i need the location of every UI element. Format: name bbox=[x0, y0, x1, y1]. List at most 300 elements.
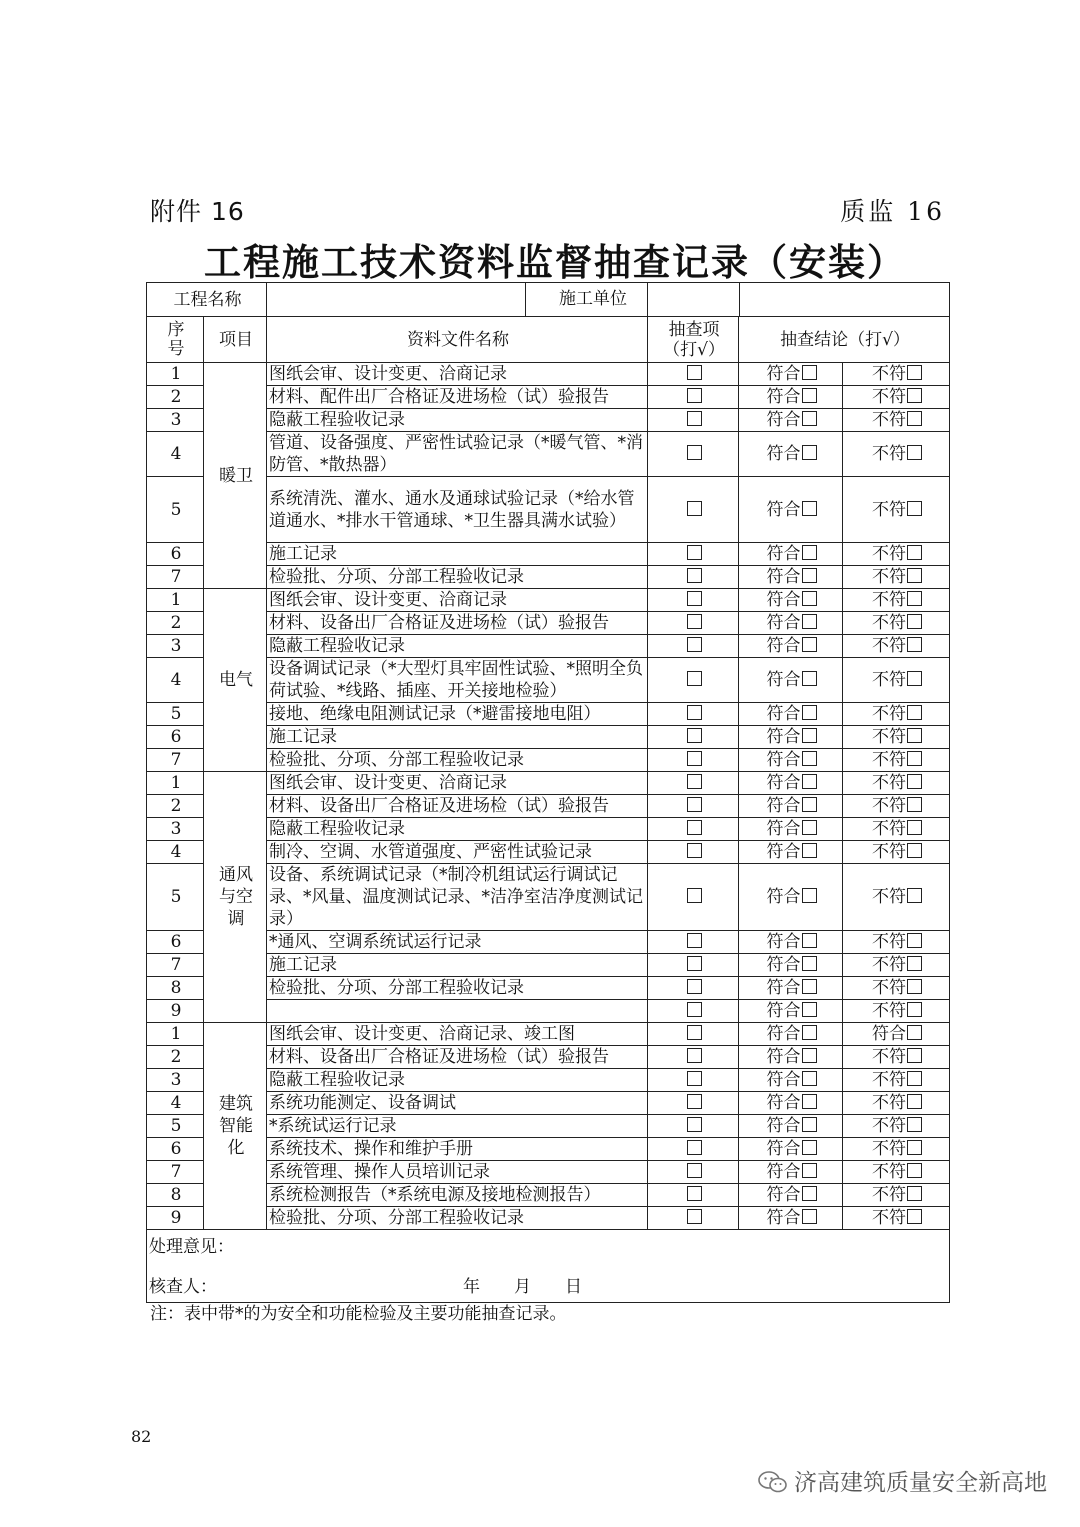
check-item-checkbox[interactable] bbox=[687, 545, 702, 560]
fail-checkbox[interactable] bbox=[907, 1117, 922, 1132]
watermark bbox=[758, 1464, 1047, 1497]
check-item-cell bbox=[648, 864, 739, 931]
check-item-checkbox[interactable] bbox=[687, 956, 702, 971]
fail-checkbox[interactable] bbox=[907, 933, 922, 948]
pass-label: 符合 bbox=[766, 364, 801, 384]
check-item-cell bbox=[648, 1000, 739, 1023]
doc-name: 系统管理、操作人员培训记录 bbox=[267, 1161, 648, 1184]
pass-cell bbox=[739, 543, 843, 566]
row-seq: 6 bbox=[147, 1138, 204, 1161]
table-row bbox=[147, 1069, 950, 1092]
fail-cell bbox=[843, 477, 950, 543]
page-title: 工程施工技术资料监督抽查记录（安装） bbox=[204, 241, 906, 284]
fail-cell bbox=[843, 1092, 950, 1115]
fail-checkbox[interactable] bbox=[907, 1094, 922, 1109]
check-item-cell bbox=[648, 749, 739, 772]
sign-row bbox=[149, 1275, 949, 1299]
fail-cell bbox=[843, 612, 950, 635]
pass-cell bbox=[739, 703, 843, 726]
check-item-cell bbox=[648, 409, 739, 432]
pass-cell bbox=[739, 977, 843, 1000]
fail-cell bbox=[843, 841, 950, 864]
watermark-text: 济高建筑质量安全新高地 bbox=[794, 1470, 1047, 1496]
check-item-checkbox[interactable] bbox=[687, 979, 702, 994]
check-item-checkbox[interactable] bbox=[687, 637, 702, 652]
pass-checkbox[interactable] bbox=[802, 545, 817, 560]
group-label bbox=[204, 772, 267, 1023]
fail-cell bbox=[843, 386, 950, 409]
fail-checkbox[interactable] bbox=[907, 820, 922, 835]
fail-label: 不符 bbox=[872, 978, 906, 998]
fail-label: 不符 bbox=[872, 499, 906, 520]
doc-name: 施工记录 bbox=[267, 543, 648, 566]
table-row bbox=[147, 612, 950, 635]
check-item-cell bbox=[648, 477, 739, 543]
fail-label: 不符 bbox=[872, 1139, 906, 1159]
date-label: 年 月 日 bbox=[463, 1277, 582, 1297]
pass-checkbox[interactable] bbox=[802, 820, 817, 835]
pass-checkbox[interactable] bbox=[802, 843, 817, 858]
table-row bbox=[147, 432, 950, 477]
col-seq bbox=[147, 317, 204, 363]
check-item-checkbox[interactable] bbox=[687, 1186, 702, 1201]
fail-label: 不符 bbox=[872, 1208, 906, 1228]
group-label bbox=[204, 589, 267, 772]
pass-cell bbox=[739, 1184, 843, 1207]
fail-label: 不符 bbox=[872, 444, 906, 464]
inspection-table bbox=[146, 282, 950, 1303]
pass-cell bbox=[739, 749, 843, 772]
fail-cell bbox=[843, 703, 950, 726]
doc-name: 施工记录 bbox=[267, 954, 648, 977]
pass-label: 符合 bbox=[766, 727, 801, 747]
fail-label: 不符 bbox=[872, 1116, 906, 1136]
check-item-checkbox[interactable] bbox=[687, 591, 702, 606]
row-seq: 7 bbox=[147, 954, 204, 977]
fail-label: 不符 bbox=[872, 932, 906, 952]
checker-label: 核查人： bbox=[149, 1277, 217, 1297]
pass-cell bbox=[739, 477, 843, 543]
pass-checkbox[interactable] bbox=[802, 411, 817, 426]
col-seq-label: 序号 bbox=[167, 319, 185, 359]
doc-name: 系统清洗、灌水、通水及通球试验记录（*给水管道通水、*排水干管通球、*卫生器具满水试验） bbox=[267, 477, 648, 543]
row-seq: 4 bbox=[147, 841, 204, 864]
pass-label: 符合 bbox=[766, 1047, 801, 1067]
check-item-cell bbox=[648, 772, 739, 795]
pass-cell bbox=[739, 1069, 843, 1092]
fail-checkbox[interactable] bbox=[907, 1209, 922, 1224]
wechat-icon bbox=[758, 1471, 788, 1493]
pass-label: 符合 bbox=[766, 1024, 801, 1044]
doc-name: 材料、配件出厂合格证及进场检（试）验报告 bbox=[267, 386, 648, 409]
check-item-cell bbox=[648, 931, 739, 954]
pass-label: 符合 bbox=[766, 955, 801, 975]
check-item-cell bbox=[648, 566, 739, 589]
doc-name: 隐蔽工程验收记录 bbox=[267, 1069, 648, 1092]
table-row bbox=[147, 386, 950, 409]
table-row bbox=[147, 749, 950, 772]
pass-label: 符合 bbox=[766, 1093, 801, 1113]
check-item-checkbox[interactable] bbox=[687, 1094, 702, 1109]
fail-checkbox[interactable] bbox=[907, 501, 922, 516]
col-conclusion: 抽查结论（打√） bbox=[739, 317, 950, 363]
fail-cell bbox=[843, 543, 950, 566]
fail-checkbox[interactable] bbox=[907, 956, 922, 971]
pass-label: 符合 bbox=[766, 978, 801, 998]
doc-name: 施工记录 bbox=[267, 726, 648, 749]
fail-cell bbox=[843, 566, 950, 589]
fail-checkbox[interactable] bbox=[907, 411, 922, 426]
fail-cell bbox=[843, 1115, 950, 1138]
table-row bbox=[147, 1046, 950, 1069]
check-item-checkbox[interactable] bbox=[687, 933, 702, 948]
table-row bbox=[147, 1161, 950, 1184]
col-doc-name: 资料文件名称 bbox=[267, 317, 648, 363]
check-item-checkbox[interactable] bbox=[687, 820, 702, 835]
table-row bbox=[147, 635, 950, 658]
fail-checkbox[interactable] bbox=[907, 797, 922, 812]
pass-checkbox[interactable] bbox=[802, 1209, 817, 1224]
opinion-cell[interactable] bbox=[147, 1230, 950, 1303]
pass-label: 符合 bbox=[766, 1185, 801, 1205]
fail-checkbox[interactable] bbox=[907, 568, 922, 583]
table-row bbox=[147, 1023, 950, 1046]
table-row bbox=[147, 864, 950, 931]
row-seq: 1 bbox=[147, 772, 204, 795]
pass-cell bbox=[739, 772, 843, 795]
row-seq: 8 bbox=[147, 977, 204, 1000]
fail-cell bbox=[843, 772, 950, 795]
fail-label: 不符 bbox=[872, 1001, 906, 1021]
pass-checkbox[interactable] bbox=[802, 933, 817, 948]
table-row bbox=[147, 1115, 950, 1138]
fail-checkbox[interactable] bbox=[907, 545, 922, 560]
fail-checkbox[interactable] bbox=[907, 637, 922, 652]
table-row bbox=[147, 566, 950, 589]
fail-cell bbox=[843, 726, 950, 749]
project-name-cell[interactable] bbox=[267, 283, 648, 317]
check-item-checkbox[interactable] bbox=[687, 445, 702, 460]
table-row bbox=[147, 477, 950, 543]
check-item-checkbox[interactable] bbox=[687, 888, 702, 903]
fail-label: 不符 bbox=[872, 1047, 906, 1067]
check-item-cell bbox=[648, 432, 739, 477]
fail-cell bbox=[843, 1069, 950, 1092]
pass-label: 符合 bbox=[766, 590, 801, 610]
fail-cell bbox=[843, 1161, 950, 1184]
check-item-cell bbox=[648, 977, 739, 1000]
fail-checkbox[interactable] bbox=[907, 445, 922, 460]
table-row bbox=[147, 818, 950, 841]
fail-checkbox[interactable] bbox=[907, 979, 922, 994]
pass-checkbox[interactable] bbox=[802, 888, 817, 903]
group-label-text: 电气 bbox=[219, 670, 253, 690]
project-name-value[interactable] bbox=[267, 283, 526, 316]
check-item-checkbox[interactable] bbox=[687, 1025, 702, 1040]
fail-checkbox[interactable] bbox=[907, 1048, 922, 1063]
fail-label: 不符 bbox=[872, 819, 906, 839]
row-seq: 7 bbox=[147, 566, 204, 589]
row-seq: 5 bbox=[147, 1115, 204, 1138]
row-seq: 2 bbox=[147, 795, 204, 818]
pass-cell bbox=[739, 818, 843, 841]
pass-checkbox[interactable] bbox=[802, 445, 817, 460]
check-item-cell bbox=[648, 1207, 739, 1230]
check-item-checkbox[interactable] bbox=[687, 365, 702, 380]
doc-name: 隐蔽工程验收记录 bbox=[267, 818, 648, 841]
form-code: 质监 16 bbox=[840, 197, 945, 226]
check-item-cell bbox=[648, 635, 739, 658]
fail-label: 不符 bbox=[872, 1185, 906, 1205]
doc-name: 图纸会审、设计变更、洽商记录、竣工图 bbox=[267, 1023, 648, 1046]
check-item-cell bbox=[648, 1069, 739, 1092]
pass-checkbox[interactable] bbox=[802, 1002, 817, 1017]
table-row bbox=[147, 543, 950, 566]
check-item-checkbox[interactable] bbox=[687, 614, 702, 629]
row-seq: 9 bbox=[147, 1000, 204, 1023]
fail-label: 不符 bbox=[872, 842, 906, 862]
pass-checkbox[interactable] bbox=[802, 797, 817, 812]
pass-checkbox[interactable] bbox=[802, 979, 817, 994]
pass-checkbox[interactable] bbox=[802, 774, 817, 789]
pass-cell bbox=[739, 363, 843, 386]
check-item-checkbox[interactable] bbox=[687, 388, 702, 403]
pass-cell bbox=[739, 386, 843, 409]
check-item-cell bbox=[648, 658, 739, 703]
pass-checkbox[interactable] bbox=[802, 1117, 817, 1132]
check-item-checkbox[interactable] bbox=[687, 797, 702, 812]
table-row bbox=[147, 1184, 950, 1207]
fail-cell bbox=[843, 818, 950, 841]
row-seq: 6 bbox=[147, 726, 204, 749]
pass-cell bbox=[739, 1161, 843, 1184]
doc-name bbox=[267, 1000, 648, 1023]
pass-label: 符合 bbox=[766, 410, 801, 430]
fail-label: 不符 bbox=[872, 1162, 906, 1182]
pass-checkbox[interactable] bbox=[802, 671, 817, 686]
pass-checkbox[interactable] bbox=[802, 1094, 817, 1109]
fail-checkbox[interactable] bbox=[907, 728, 922, 743]
pass-label: 符合 bbox=[766, 1070, 801, 1090]
pass-checkbox[interactable] bbox=[802, 501, 817, 516]
check-item-checkbox[interactable] bbox=[687, 1209, 702, 1224]
page-number: 82 bbox=[131, 1427, 152, 1446]
group-label bbox=[204, 1023, 267, 1230]
fail-label: 不符 bbox=[872, 387, 906, 407]
pass-cell bbox=[739, 795, 843, 818]
fail-cell bbox=[843, 954, 950, 977]
fail-checkbox[interactable] bbox=[907, 774, 922, 789]
fail-cell bbox=[843, 589, 950, 612]
doc-name: 系统检测报告（*系统电源及接地检测报告） bbox=[267, 1184, 648, 1207]
fail-label: 符合 bbox=[872, 1024, 906, 1044]
pass-checkbox[interactable] bbox=[802, 637, 817, 652]
col-check-item bbox=[648, 317, 739, 363]
construction-unit-cell[interactable] bbox=[648, 283, 950, 317]
doc-name: 检验批、分项、分部工程验收记录 bbox=[267, 749, 648, 772]
check-item-cell bbox=[648, 1161, 739, 1184]
group-label-text: 建筑智能化 bbox=[219, 1094, 253, 1158]
check-item-checkbox[interactable] bbox=[687, 1163, 702, 1178]
fail-checkbox[interactable] bbox=[907, 751, 922, 766]
row-seq: 2 bbox=[147, 386, 204, 409]
fail-checkbox[interactable] bbox=[907, 1025, 922, 1040]
row-seq: 6 bbox=[147, 543, 204, 566]
table-row bbox=[147, 954, 950, 977]
fail-label: 不符 bbox=[872, 410, 906, 430]
pass-label: 符合 bbox=[766, 704, 801, 724]
pass-checkbox[interactable] bbox=[802, 1186, 817, 1201]
pass-label: 符合 bbox=[766, 544, 801, 564]
pass-checkbox[interactable] bbox=[802, 591, 817, 606]
fail-label: 不符 bbox=[872, 955, 906, 975]
pass-label: 符合 bbox=[766, 567, 801, 587]
pass-checkbox[interactable] bbox=[802, 956, 817, 971]
row-seq: 3 bbox=[147, 635, 204, 658]
fail-label: 不符 bbox=[872, 590, 906, 610]
pass-checkbox[interactable] bbox=[802, 388, 817, 403]
table-row bbox=[147, 363, 950, 386]
check-item-checkbox[interactable] bbox=[687, 1117, 702, 1132]
pass-checkbox[interactable] bbox=[802, 614, 817, 629]
fail-checkbox[interactable] bbox=[907, 888, 922, 903]
fail-cell bbox=[843, 1184, 950, 1207]
pass-cell bbox=[739, 589, 843, 612]
fail-checkbox[interactable] bbox=[907, 671, 922, 686]
doc-name: *通风、空调系统试运行记录 bbox=[267, 931, 648, 954]
check-item-checkbox[interactable] bbox=[687, 1048, 702, 1063]
pass-cell bbox=[739, 931, 843, 954]
pass-label: 符合 bbox=[766, 499, 801, 520]
pass-cell bbox=[739, 1207, 843, 1230]
pass-label: 符合 bbox=[766, 932, 801, 952]
row-seq: 4 bbox=[147, 1092, 204, 1115]
fail-checkbox[interactable] bbox=[907, 843, 922, 858]
fail-checkbox[interactable] bbox=[907, 614, 922, 629]
row-seq: 7 bbox=[147, 749, 204, 772]
pass-checkbox[interactable] bbox=[802, 1025, 817, 1040]
row-seq: 2 bbox=[147, 612, 204, 635]
doc-name: 材料、设备出厂合格证及进场检（试）验报告 bbox=[267, 612, 648, 635]
pass-cell bbox=[739, 566, 843, 589]
table-row bbox=[147, 726, 950, 749]
pass-label: 符合 bbox=[766, 1208, 801, 1228]
fail-cell bbox=[843, 1138, 950, 1161]
fail-cell bbox=[843, 363, 950, 386]
pass-label: 符合 bbox=[766, 613, 801, 633]
pass-label: 符合 bbox=[766, 1139, 801, 1159]
pass-cell bbox=[739, 1023, 843, 1046]
check-item-cell bbox=[648, 1092, 739, 1115]
pass-cell bbox=[739, 409, 843, 432]
table-row bbox=[147, 703, 950, 726]
col-item: 项目 bbox=[204, 317, 267, 363]
pass-label: 符合 bbox=[766, 773, 801, 793]
fail-checkbox[interactable] bbox=[907, 1163, 922, 1178]
fail-label: 不符 bbox=[872, 636, 906, 656]
pass-cell bbox=[739, 726, 843, 749]
pass-checkbox[interactable] bbox=[802, 1048, 817, 1063]
pass-checkbox[interactable] bbox=[802, 365, 817, 380]
row-seq: 6 bbox=[147, 931, 204, 954]
check-item-checkbox[interactable] bbox=[687, 568, 702, 583]
check-item-cell bbox=[648, 612, 739, 635]
pass-cell bbox=[739, 841, 843, 864]
check-item-checkbox[interactable] bbox=[687, 751, 702, 766]
check-item-checkbox[interactable] bbox=[687, 1002, 702, 1017]
check-item-checkbox[interactable] bbox=[687, 728, 702, 743]
check-item-cell bbox=[648, 818, 739, 841]
pass-label: 符合 bbox=[766, 796, 801, 816]
fail-checkbox[interactable] bbox=[907, 388, 922, 403]
doc-name: 管道、设备强度、严密性试验记录（*暖气管、*消防管、*散热器） bbox=[267, 432, 648, 477]
fail-cell bbox=[843, 1046, 950, 1069]
check-item-checkbox[interactable] bbox=[687, 411, 702, 426]
table-row bbox=[147, 589, 950, 612]
check-item-checkbox[interactable] bbox=[687, 501, 702, 516]
pass-checkbox[interactable] bbox=[802, 751, 817, 766]
pass-label: 符合 bbox=[766, 1116, 801, 1136]
check-item-checkbox[interactable] bbox=[687, 705, 702, 720]
doc-name: 检验批、分项、分部工程验收记录 bbox=[267, 977, 648, 1000]
check-item-cell bbox=[648, 543, 739, 566]
fail-checkbox[interactable] bbox=[907, 1002, 922, 1017]
fail-label: 不符 bbox=[872, 796, 906, 816]
fail-label: 不符 bbox=[872, 544, 906, 564]
project-name-label: 工程名称 bbox=[147, 283, 267, 317]
fail-label: 不符 bbox=[872, 670, 906, 690]
pass-checkbox[interactable] bbox=[802, 1140, 817, 1155]
fail-checkbox[interactable] bbox=[907, 1186, 922, 1201]
fail-cell bbox=[843, 749, 950, 772]
table-row bbox=[147, 1207, 950, 1230]
info-row bbox=[147, 283, 950, 317]
check-item-checkbox[interactable] bbox=[687, 774, 702, 789]
pass-checkbox[interactable] bbox=[802, 728, 817, 743]
construction-unit-label: 施工单位 bbox=[559, 289, 627, 309]
pass-label: 符合 bbox=[766, 819, 801, 839]
pass-checkbox[interactable] bbox=[802, 568, 817, 583]
doc-name: 图纸会审、设计变更、洽商记录 bbox=[267, 589, 648, 612]
fail-checkbox[interactable] bbox=[907, 1140, 922, 1155]
row-seq: 7 bbox=[147, 1161, 204, 1184]
doc-name: 材料、设备出厂合格证及进场检（试）验报告 bbox=[267, 1046, 648, 1069]
check-item-checkbox[interactable] bbox=[687, 1071, 702, 1086]
fail-checkbox[interactable] bbox=[907, 591, 922, 606]
doc-name: 图纸会审、设计变更、洽商记录 bbox=[267, 363, 648, 386]
check-item-checkbox[interactable] bbox=[687, 671, 702, 686]
fail-checkbox[interactable] bbox=[907, 705, 922, 720]
fail-checkbox[interactable] bbox=[907, 365, 922, 380]
check-item-checkbox[interactable] bbox=[687, 1140, 702, 1155]
fail-cell bbox=[843, 1000, 950, 1023]
fail-checkbox[interactable] bbox=[907, 1071, 922, 1086]
pass-checkbox[interactable] bbox=[802, 1071, 817, 1086]
row-seq: 5 bbox=[147, 477, 204, 543]
fail-label: 不符 bbox=[872, 727, 906, 747]
check-item-checkbox[interactable] bbox=[687, 843, 702, 858]
pass-label: 符合 bbox=[766, 636, 801, 656]
fail-cell bbox=[843, 795, 950, 818]
pass-checkbox[interactable] bbox=[802, 705, 817, 720]
pass-checkbox[interactable] bbox=[802, 1163, 817, 1178]
fail-label: 不符 bbox=[872, 364, 906, 384]
check-item-cell bbox=[648, 386, 739, 409]
footnote: 注：表中带*的为安全和功能检验及主要功能抽查记录。 bbox=[150, 1304, 567, 1324]
table-row bbox=[147, 1138, 950, 1161]
doc-name: 检验批、分项、分部工程验收记录 bbox=[267, 566, 648, 589]
table-row bbox=[147, 977, 950, 1000]
